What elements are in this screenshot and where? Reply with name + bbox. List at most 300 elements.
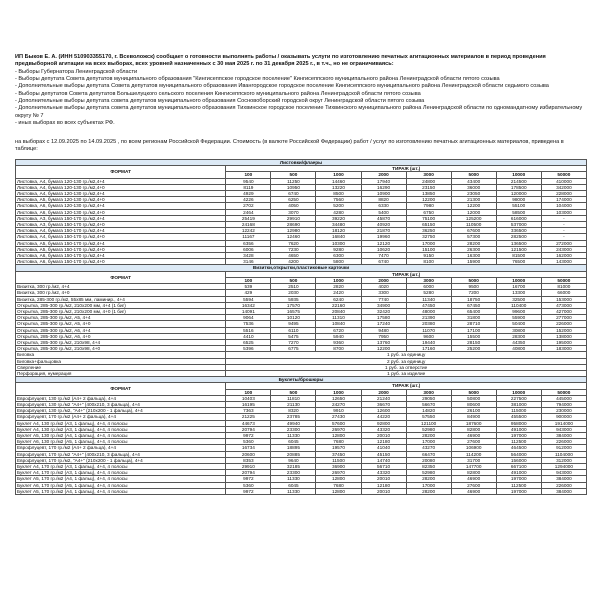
price-cell: 20010: [361, 476, 406, 482]
price-cell: 6750: [406, 209, 451, 215]
price-cell: 277000: [541, 315, 586, 321]
price-cell: 27600: [451, 482, 496, 488]
price-cell: 82800: [451, 426, 496, 432]
price-cell: 384000: [541, 432, 586, 438]
service-price: 1 руб. за изделие: [226, 370, 587, 376]
price-cell: 46900: [451, 432, 496, 438]
price-cell: 429: [226, 290, 271, 296]
section-title: Визитки,открытки,пластиковые карточки: [16, 265, 587, 271]
quantity-cell: 2000: [361, 389, 406, 395]
price-cell: 183000: [541, 346, 586, 352]
price-cell: 5935: [271, 296, 316, 302]
price-cell: 36900: [316, 463, 361, 469]
quantity-cell: 1000: [316, 389, 361, 395]
price-cell: 11330: [271, 432, 316, 438]
price-cell: 11330: [271, 488, 316, 494]
quantity-cell: 1000: [316, 277, 361, 283]
price-cell: 16575: [271, 308, 316, 314]
price-cell: 174000: [541, 197, 586, 203]
price-cell: 16195: [226, 401, 271, 407]
price-cell: 5360: [226, 439, 271, 445]
price-cell: 6740: [271, 191, 316, 197]
price-cell: 110500: [451, 222, 496, 228]
price-cell: 11250: [271, 178, 316, 184]
price-cell: 4200: [271, 259, 316, 265]
price-cell: 12242: [226, 228, 271, 234]
price-cell: 227500: [496, 395, 541, 401]
price-cell: 120000: [496, 191, 541, 197]
price-cell: 8500: [316, 191, 361, 197]
price-cell: 8353: [226, 457, 271, 463]
section-title: Буклеты/брошюры: [16, 377, 587, 383]
price-cell: 32185: [271, 463, 316, 469]
price-cell: 20380: [406, 321, 451, 327]
intro-block: [15, 54, 587, 127]
price-cell: 56710: [361, 463, 406, 469]
quantity-cell: 5000: [451, 172, 496, 178]
price-cell: 76500: [496, 259, 541, 265]
price-cell: 8820: [361, 197, 406, 203]
price-cell: 45150: [361, 451, 406, 457]
price-cell: -: [541, 222, 586, 228]
row-format: Листовка, А5, бумага 150-170 гр./м2,4+0: [16, 246, 226, 252]
service-name: Биговка: [16, 352, 226, 358]
price-cell: 12200: [451, 203, 496, 209]
price-cell: 12460: [271, 234, 316, 240]
intro-item: - Дополнительные выборы депутата совета депутатов муниципального образования Тихвинское городское поселение Тихвинского муниципального района Ленинградской области по одномандатному избирательному округу № 7: [15, 105, 583, 119]
price-cell: 4280: [316, 209, 361, 215]
row-format: Визитка, 300 гр./м2, 4+0: [16, 290, 226, 296]
price-cell: 98000: [496, 197, 541, 203]
price-cell: 14740: [361, 457, 406, 463]
price-cell: 20010: [361, 432, 406, 438]
price-cell: 3300: [361, 290, 406, 296]
price-cell: 427000: [541, 308, 586, 314]
price-cell: 121100: [406, 420, 451, 426]
price-cell: 43320: [361, 426, 406, 432]
price-cell: 2510: [271, 284, 316, 290]
price-cell: 1914000: [541, 420, 586, 426]
row-format: Еврофлуцевт, 170 гр./м2, "А4+" (210х200 - 1 фальца), 4+4: [16, 457, 226, 463]
intro-item: - иных выборах во всех субъектах РФ.: [15, 120, 115, 127]
price-cell: 20794: [226, 470, 271, 476]
price-cell: 28200: [406, 476, 451, 482]
service-price: 1 руб. за отверстие: [226, 364, 587, 370]
service-name: Биговка+фальцовка: [16, 358, 226, 364]
quantity-cell: 2000: [361, 277, 406, 283]
price-cell: 43270: [406, 445, 451, 451]
price-cell: 17160: [406, 346, 451, 352]
row-format: Открытка, 285-300 гр./м2, 210х200 мм, 4+4 (1 биг): [16, 302, 226, 308]
price-cell: 537000: [496, 222, 541, 228]
price-cell: 25419: [226, 215, 271, 221]
price-cell: 7200: [451, 290, 496, 296]
price-cell: 67450: [451, 302, 496, 308]
row-format: Открытка, 285-300 гр./м2, А5, 4+0: [16, 321, 226, 327]
price-cell: 187600: [451, 420, 496, 426]
price-cell: 21300: [451, 197, 496, 203]
price-cell: 7230: [271, 246, 316, 252]
row-format: Открытка, 285-300 гр./м2, 210х98, 4+0: [16, 346, 226, 352]
price-cell: 9480: [361, 327, 406, 333]
price-cell: 6356: [226, 240, 271, 246]
price-cell: 27600: [451, 439, 496, 445]
price-cell: 9360: [316, 339, 361, 345]
price-cell: 50800: [451, 395, 496, 401]
price-cell: 16840: [316, 234, 361, 240]
price-cell: 153000: [541, 296, 586, 302]
price-cell: 24270: [316, 401, 361, 407]
price-cell: 491000: [496, 470, 541, 476]
price-cell: 22160: [316, 302, 361, 308]
price-cell: 342000: [541, 184, 586, 190]
price-cell: 2420: [316, 290, 361, 296]
price-cell: 36000: [451, 184, 496, 190]
price-cell: 10300: [316, 240, 361, 246]
quantity-cell: 5000: [451, 389, 496, 395]
price-cell: 16300: [451, 253, 496, 259]
document-page: [15, 0, 587, 495]
price-cell: 7363: [226, 408, 271, 414]
price-cell: 13850: [406, 191, 451, 197]
price-cell: 84900: [451, 414, 496, 420]
intro-item: - Выборы депутата Совета депутатов муниципального образования "Кингисеппское городское поселение" Кингисеппского муниципального района Ленинградской области пятого созыва: [15, 76, 500, 83]
price-cell: 57600: [316, 420, 361, 426]
price-cell: 384000: [541, 488, 586, 494]
price-cell: 10840: [316, 321, 361, 327]
price-cell: -: [541, 215, 586, 221]
row-format: Еврофлуцевт, 170 гр./м2 (А4+ 2 фальца), 4+4: [16, 445, 226, 451]
row-format: Листовка, А4, бумага 120-130 гр./м2,4+4: [16, 178, 226, 184]
price-cell: 9600: [406, 333, 451, 339]
price-cell: 197000: [496, 488, 541, 494]
price-cell: 4650: [271, 253, 316, 259]
price-cell: 5594: [226, 296, 271, 302]
price-cell: 5516: [226, 327, 271, 333]
intro-item: - Дополнительные выборы депутата совета депутатов муниципального образования Сосновоборский городской округ Ленинградской области пятого созыва: [15, 98, 425, 105]
price-cell: 99600: [496, 308, 541, 314]
price-cell: 20010: [361, 488, 406, 494]
price-cell: 11330: [271, 476, 316, 482]
price-cell: 28690: [271, 222, 316, 228]
price-cell: 13300: [496, 290, 541, 296]
service-name: Сверление: [16, 364, 226, 370]
price-cell: 20840: [316, 308, 361, 314]
row-format: Листовка, А5, бумага 120-130 гр./м2,4+0: [16, 197, 226, 203]
price-cell: 25200: [451, 346, 496, 352]
price-cell: 14820: [406, 408, 451, 414]
price-cell: 138000: [541, 333, 586, 339]
price-cell: 112500: [496, 482, 541, 488]
price-cell: 539: [226, 284, 271, 290]
price-cell: 50400: [496, 321, 541, 327]
price-cell: 15900: [451, 259, 496, 265]
intro-lead: ИП Быков Е. А. (ИНН 510903355170, г. Всеволожск) сообщает о готовности выполнять работы / оказывать услуги по изготовлению печатных агитационных материалов в период проведения предвыборной агитации на всех выборах, всех уровней назначенных с 30 мая 2025 г. по 31 декабря 2025 г., в т.ч., но не ограничиваясь:: [15, 54, 546, 68]
price-cell: 29910: [271, 215, 316, 221]
quantity-cell: 100: [226, 277, 271, 283]
price-cell: 16700: [496, 284, 541, 290]
price-cell: 10120: [271, 315, 316, 321]
table-row: [16, 488, 587, 494]
format-header: ФОРМАТ: [16, 166, 226, 178]
price-cell: 115000: [496, 408, 541, 414]
price-cell: 6720: [316, 327, 361, 333]
price-cell: 24800: [406, 178, 451, 184]
price-cell: 6000: [406, 284, 451, 290]
price-cell: 616000: [496, 215, 541, 221]
row-format: Листовка, А4, бумага 120-130 гр./м2,4+4: [16, 191, 226, 197]
price-cell: 112500: [496, 439, 541, 445]
price-cell: 12800: [316, 488, 361, 494]
price-cell: 9150: [406, 253, 451, 259]
price-cell: 17000: [406, 240, 451, 246]
price-cell: 30800: [496, 327, 541, 333]
format-header: ФОРМАТ: [16, 383, 226, 395]
price-cell: 17000: [406, 482, 451, 488]
price-cell: 272000: [541, 240, 586, 246]
price-cell: 4050: [271, 203, 316, 209]
price-cell: 17940: [361, 178, 406, 184]
price-cell: 125200: [451, 215, 496, 221]
price-cell: 4929: [226, 191, 271, 197]
quantity-cell: 50000: [541, 277, 586, 283]
price-cell: 40920: [361, 222, 406, 228]
price-cell: 7620: [271, 240, 316, 246]
price-cell: 6775: [271, 346, 316, 352]
format-header: ФОРМАТ: [16, 271, 226, 283]
price-cell: 48000: [406, 308, 451, 314]
price-cell: 12200: [406, 197, 451, 203]
price-cell: 57300: [451, 234, 496, 240]
price-cell: 7680: [316, 482, 361, 488]
price-cell: 40800: [496, 346, 541, 352]
row-format: Открытка, 285-300 гр./м2, А6, 4+4: [16, 327, 226, 333]
row-format: Листовка, А5, бумага 150-170 гр./м2,4+4: [16, 240, 226, 246]
quantity-cell: 5000: [451, 277, 496, 283]
service-price: 2 руб. за единицу: [226, 358, 587, 364]
price-cell: 55100: [496, 203, 541, 209]
price-cell: 4020: [361, 284, 406, 290]
price-cell: 20885: [271, 451, 316, 457]
price-cell: 455500: [496, 414, 541, 420]
price-cell: 5360: [226, 482, 271, 488]
price-cell: 20080: [406, 457, 451, 463]
price-cell: 9972: [226, 476, 271, 482]
price-cell: 12200: [361, 346, 406, 352]
price-cell: 1104000: [541, 451, 586, 457]
intro-note: на выборах с 12.09.2025 по 14.09.2025 , по всем регионам Российской Федерации. Стоимость (в валюте Российской Федерации) работ / услуг по изготовлению печатных агитационных материалов, приведена в таблице:: [15, 139, 564, 153]
price-cell: 226000: [541, 321, 586, 327]
price-cell: 103000: [541, 209, 586, 215]
price-cell: 106900: [451, 445, 496, 451]
price-cell: 31700: [451, 457, 496, 463]
price-cell: 152000: [541, 327, 586, 333]
row-format: Открытка, 285-300 гр./м2, 210х98, 4+4: [16, 339, 226, 345]
price-cell: 10403: [226, 395, 271, 401]
price-cell: 28710: [451, 321, 496, 327]
price-cell: 36250: [406, 228, 451, 234]
intro-item: - Выборы Губернатора Ленинградской области: [15, 68, 138, 75]
price-cell: 3428: [226, 253, 271, 259]
price-cell: 14091: [226, 308, 271, 314]
price-cell: 66000: [541, 290, 586, 296]
price-cell: 13220: [316, 184, 361, 190]
price-cell: 31800: [451, 315, 496, 321]
price-cell: 41040: [361, 445, 406, 451]
price-cell: 6330: [361, 203, 406, 209]
price-cell: 9064: [226, 315, 271, 321]
row-format: Буклет А4, 130 гр./м2 (А3, 1 фальц), 4+4, 4 полосы: [16, 426, 226, 432]
price-cell: 336500: [496, 228, 541, 234]
price-cell: 55900: [496, 315, 541, 321]
price-cell: 23785: [271, 414, 316, 420]
price-cell: 794000: [541, 401, 586, 407]
price-cell: 16342: [226, 302, 271, 308]
price-cell: 12000: [451, 209, 496, 215]
price-cell: 20600: [226, 451, 271, 457]
price-cell: 5800: [316, 259, 361, 265]
price-cell: 312000: [541, 457, 586, 463]
price-cell: 19440: [406, 339, 451, 345]
price-cell: 12800: [316, 476, 361, 482]
price-cell: 162000: [541, 253, 586, 259]
price-cell: 34900: [361, 302, 406, 308]
price-cell: 6740: [361, 259, 406, 265]
price-cell: 228000: [541, 191, 586, 197]
price-cell: 564000: [496, 451, 541, 457]
tirazh-header: ТИРАЖ (шт.): [226, 166, 587, 172]
price-cell: 178500: [496, 184, 541, 190]
quantity-cell: 3000: [406, 389, 451, 395]
price-cell: 17240: [361, 321, 406, 327]
price-cell: 473000: [541, 302, 586, 308]
price-cell: 49940: [271, 420, 316, 426]
price-cell: 18750: [451, 296, 496, 302]
price-cell: 7680: [316, 439, 361, 445]
intro-item: - Выборы депутатов Совета депутатов Большелуцкого сельского поселения Кингисеппского муниципального района Ленинградской области пятого созыва: [15, 90, 421, 97]
price-cell: 136500: [496, 240, 541, 246]
price-cell: 4410: [226, 333, 271, 339]
row-format: Листовка, А6, бумага 120-130 гр./м2,4+4: [16, 203, 226, 209]
price-cell: 11167: [226, 234, 271, 240]
quantity-cell: 10000: [496, 172, 541, 178]
price-cell: 445000: [541, 395, 586, 401]
price-cell: 32750: [406, 234, 451, 240]
row-format: Еврофлуцевт, 130 гр./м2 "А4+" (400х210, 3 фальца), 4+4: [16, 401, 226, 407]
price-cell: 39220: [316, 215, 361, 221]
price-cell: 282500: [496, 234, 541, 240]
price-cell: 18895: [271, 445, 316, 451]
price-cell: 6045: [271, 439, 316, 445]
row-format: Открытка, 285-300 гр./м2, А5, 4+4: [16, 315, 226, 321]
price-cell: 195000: [541, 339, 586, 345]
quantity-cell: 500: [271, 172, 316, 178]
price-cell: -: [541, 228, 586, 234]
price-cell: 10900: [361, 191, 406, 197]
price-cell: 6006: [226, 246, 271, 252]
price-cell: 2820: [316, 284, 361, 290]
price-cell: 11340: [406, 296, 451, 302]
tirazh-header: ТИРАЖ (шт.): [226, 383, 587, 389]
row-format: Листовка, А6, бумага 120-130 гр./м2,4+0: [16, 209, 226, 215]
price-cell: 156000: [496, 457, 541, 463]
price-cell: 52980: [406, 470, 451, 476]
price-cell: 23300: [271, 470, 316, 476]
price-cell: 26970: [316, 470, 361, 476]
price-cell: 12120: [361, 240, 406, 246]
price-cell: 43320: [361, 470, 406, 476]
quantity-cell: 100: [226, 389, 271, 395]
price-cell: 17000: [406, 439, 451, 445]
price-cell: 243000: [541, 246, 586, 252]
price-cell: 3146: [226, 259, 271, 265]
price-cell: 20794: [226, 426, 271, 432]
price-cell: 28300: [496, 333, 541, 339]
price-cell: 147700: [451, 463, 496, 469]
price-cell: 5475: [271, 333, 316, 339]
price-cell: 23150: [406, 184, 451, 190]
row-format: Буклет А6, 130 гр./м2 (А5, 1 фальц), 4+4, 4 полосы: [16, 439, 226, 445]
price-cell: 37450: [316, 451, 361, 457]
intro-item: - Дополнительные выборы депутата Совета депутатов муниципального образования Ивангородское городское поселение Кингисеппского муниципального района Ленинградской области седьмого созыва: [15, 83, 549, 90]
price-cell: 1294000: [541, 463, 586, 469]
row-format: Еврофлуцевт, 130 гр./м2 (А4+ 2 фальца), 4+4: [16, 395, 226, 401]
price-cell: 6240: [316, 296, 361, 302]
price-cell: 226000: [541, 439, 586, 445]
price-cell: 26100: [451, 408, 496, 414]
price-cell: 9500: [451, 284, 496, 290]
price-cell: 80600: [451, 401, 496, 407]
price-cell: 75100: [406, 215, 451, 221]
price-cell: 7270: [271, 339, 316, 345]
price-cell: 19570: [316, 445, 361, 451]
row-format: Листовка, А3, бумага 150-170 гр./м2,4+0: [16, 222, 226, 228]
price-cell: 197000: [496, 432, 541, 438]
price-cell: 56670: [406, 401, 451, 407]
price-cell: 6525: [226, 339, 271, 345]
price-cell: 12650: [316, 395, 361, 401]
price-cell: 6110: [271, 327, 316, 333]
price-cell: 10620: [361, 246, 406, 252]
price-cell: 15100: [406, 246, 451, 252]
price-cell: 19960: [361, 234, 406, 240]
price-cell: 17570: [271, 302, 316, 308]
row-format: Еврофлуцевт, 170 гр./м2 (А4+ 2 фальца), 4+4: [16, 414, 226, 420]
price-cell: 52980: [406, 426, 451, 432]
price-cell: 9972: [226, 488, 271, 494]
price-cell: -: [541, 234, 586, 240]
price-cell: 143000: [541, 259, 586, 265]
row-format: Буклет А5, 130 гр./м2 (А4, 1 фальц), 4+4, 4 полосы: [16, 432, 226, 438]
price-cell: 47450: [406, 302, 451, 308]
price-cell: 8119: [226, 184, 271, 190]
price-cell: 82800: [451, 470, 496, 476]
row-format: Буклет А4, 130 гр./м2 (А3, 1 фальц), 4+4, 4 полосы: [16, 420, 226, 426]
price-cell: 900000: [541, 414, 586, 420]
price-cell: 21130: [271, 401, 316, 407]
quantity-cell: 2000: [361, 172, 406, 178]
price-cell: 667100: [496, 463, 541, 469]
price-cell: 28200: [406, 488, 451, 494]
price-cell: 12980: [271, 228, 316, 234]
price-cell: 66470: [406, 451, 451, 457]
price-cell: 12180: [361, 482, 406, 488]
price-cell: 21225: [226, 414, 271, 420]
price-cell: 9640: [271, 457, 316, 463]
price-cell: 7740: [361, 296, 406, 302]
price-cell: 5400: [361, 209, 406, 215]
quantity-cell: 1000: [316, 172, 361, 178]
